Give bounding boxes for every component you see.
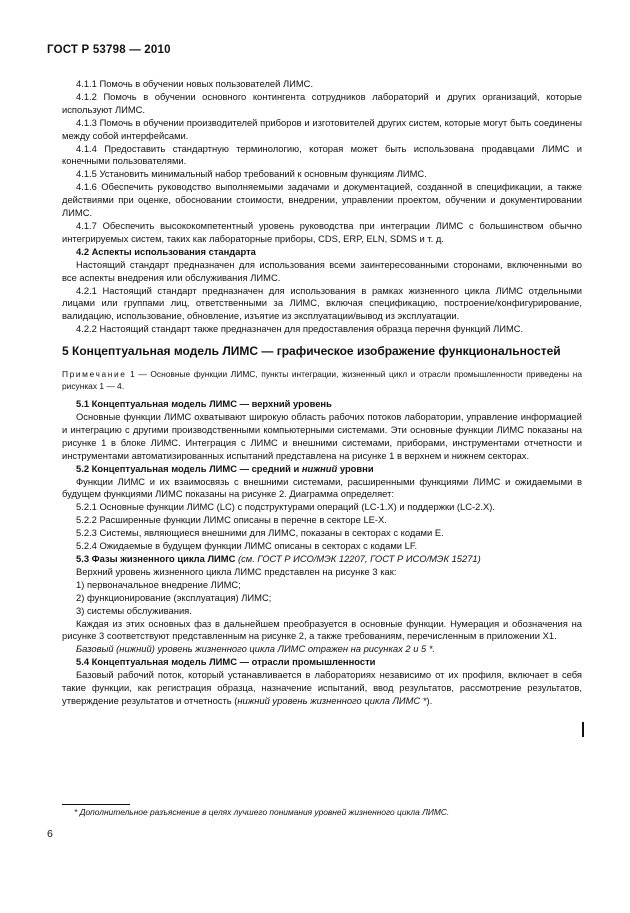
section-5-3-heading: [62, 553, 582, 566]
section-5-1-heading: 5.1 Концептуальная модель ЛИМС — верхний уровень: [76, 398, 332, 410]
change-bar: [582, 722, 584, 737]
lifecycle-item-2: 2) функционирование (эксплуатация) ЛИМС;: [76, 591, 272, 603]
section-5-heading: 5 Концептуальная модель ЛИМС — графическое изображение функциональностей: [62, 344, 561, 359]
paragraph-4-1-3: 4.1.3 Помочь в обучении производителей приборов и изготовителей других систем, которые могут быть соединены между собой интерфейсами.: [62, 116, 582, 141]
paragraph-4-1-4: 4.1.4 Предоставить стандартную терминологию, которая может быть использована продавцами ЛИМС и конечными пользователями.: [62, 142, 582, 167]
section-4-2-text: Настоящий стандарт предназначен для использования всеми заинтересованными сторонами, включенными во все аспекты внедрения или обслуживания ЛИМС.: [62, 258, 582, 283]
item-5-2-1: 5.2.1 Основные функции ЛИМС (LC) с подструктурами операций (LC-1.X) и поддержки (LC-2.X).: [76, 501, 495, 513]
note-text: 1 — Основные функции ЛИМС, пункты интеграции, жизненный цикл и отрасли промышленности приведены на рисунках 1 — 4.: [62, 369, 582, 391]
lifecycle-item-1: 1) первоначальное внедрение ЛИМС;: [76, 578, 241, 590]
paragraph-4-1-6: 4.1.6 Обеспечить руководство выполняемыми задачами и документацией, созданной в спецификации, а также действиями при оценке, обосновании стоимости, внедрении, управлении проектом, обучении и документировании ЛИМС.: [62, 181, 582, 219]
section-5-1-text: Основные функции ЛИМС охватывают широкую область рабочих потоков лаборатории, управление информацией и интеграцию с другими производственными компьютерными системами. Эти основные функции ЛИМС показаны на рисунке 1 в блоке ЛИМС. Интеграция с ЛИМС и внешними системами, приборами, инструментами отчетности и инструментами автоматизированных испытаний представлена на рисунке 1 в верхнем и нижнем секторах.: [62, 411, 582, 461]
paragraph-4-1-5: 4.1.5 Установить минимальный набор требований к основным функциям ЛИМС.: [76, 168, 427, 180]
item-5-2-3: 5.2.3 Системы, являющиеся внешними для ЛИМС, показаны в секторах с кодами E.: [76, 527, 444, 539]
section-5-2-heading-b: нижний: [301, 462, 338, 474]
section-5-3-text: Верхний уровень жизненного цикла ЛИМС представлен на рисунке 3 как:: [76, 565, 397, 577]
section-5-3-text-3: Базовый (нижний) уровень жизненного цикла ЛИМС отражен на рисунках 2 и 5 *.: [76, 643, 436, 655]
section-5-3-heading-title: 5.3 Фазы жизненного цикла ЛИМС: [76, 553, 236, 564]
section-5-3-heading-ref: (см. ГОСТ Р ИСО/МЭК 12207, ГОСТ Р ИСО/МЭК 15271): [235, 553, 481, 564]
lifecycle-item-3: 3) системы обслуживания.: [76, 604, 192, 616]
section-5-2-heading-a: 5.2 Концептуальная модель ЛИМС — средний и: [76, 462, 302, 474]
paragraph-4-2-2: 4.2.2 Настоящий стандарт также предназначен для предоставления образца перечня функций ЛИМС.: [76, 323, 524, 335]
item-5-2-2: 5.2.2 Расширенные функции ЛИМС описаны в перечне в секторе LE-X.: [76, 514, 387, 526]
paragraph-4-1-2: 4.1.2 Помочь в обучении основного контингента сотрудников лабораторий и других организаций, которые используют ЛИМС.: [62, 90, 582, 115]
section-5-2-text: Функции ЛИМС и их взаимосвязь с внешними системами, расширенными функциями ЛИМС и ожидаемыми в будущем функциями ЛИМС показаны на рисунке 2. Диаграмма определяет:: [62, 475, 582, 500]
page-number: 6: [47, 828, 53, 840]
item-5-2-4: 5.2.4 Ожидаемые в будущем функции ЛИМС описаны в секторах с кодами LF.: [76, 540, 418, 552]
note-1: [62, 369, 582, 392]
section-5-2-heading: [62, 463, 582, 476]
paragraph-4-1-7: 4.1.7 Обеспечить высококомпетентный уровень руководства при интеграции ЛИМС с большинством обычно интегрируемых систем, таких как лабораторные приборы, CDS, ERP, ELN, SDMS и т. д.: [62, 219, 582, 244]
section-5-4-text-italic: нижний уровень жизненного цикла ЛИМС *: [237, 694, 427, 706]
section-5-3-text-2: Каждая из этих основных фаз в дальнейшем преобразуется в основные функции. Нумерация и обозначения на рисунке 3 соответствуют представленным на рисунке 2, а также требованиям, перечисленным в приложении X1.: [62, 617, 582, 642]
section-5-4-heading: 5.4 Концептуальная модель ЛИМС — отрасли промышленности: [76, 656, 376, 668]
section-5-4-text-end: ).: [426, 694, 433, 706]
note-label: Примечание: [62, 369, 127, 380]
footnote: * Дополнительное разъяснение в целях лучшего понимания уровней жизненного цикла ЛИМС.: [74, 807, 450, 817]
document-body: [62, 78, 582, 708]
section-4-2-heading: 4.2 Аспекты использования стандарта: [76, 245, 256, 257]
paragraph-4-2-1: 4.2.1 Настоящий стандарт предназначен для использования в рамках жизненного цикла ЛИМС отдельными лицами или группами лиц, ответственными за ЛИМС, включая спецификацию, построение/конфигурирование, валидацию, использование, обновление, изъятие из эксплуатации/вывод из эксплуатации.: [62, 284, 582, 322]
section-5-4-text-a: Базовый рабочий поток, который устанавливается в лабораториях независимо от их профиля, включает в себя такие функции, как регистрация образца, назначение испытаний, ввод результатов, рассмотрение результатов, утверждение результатов и отчетность (: [62, 669, 582, 706]
section-5-4-text: [62, 669, 582, 708]
section-5-2-heading-c: уровни: [337, 462, 374, 474]
paragraph-4-1-1: 4.1.1 Помочь в обучении новых пользователей ЛИМС.: [76, 78, 314, 89]
document-header: ГОСТ Р 53798 — 2010: [47, 44, 171, 56]
footnote-separator: [62, 804, 130, 805]
